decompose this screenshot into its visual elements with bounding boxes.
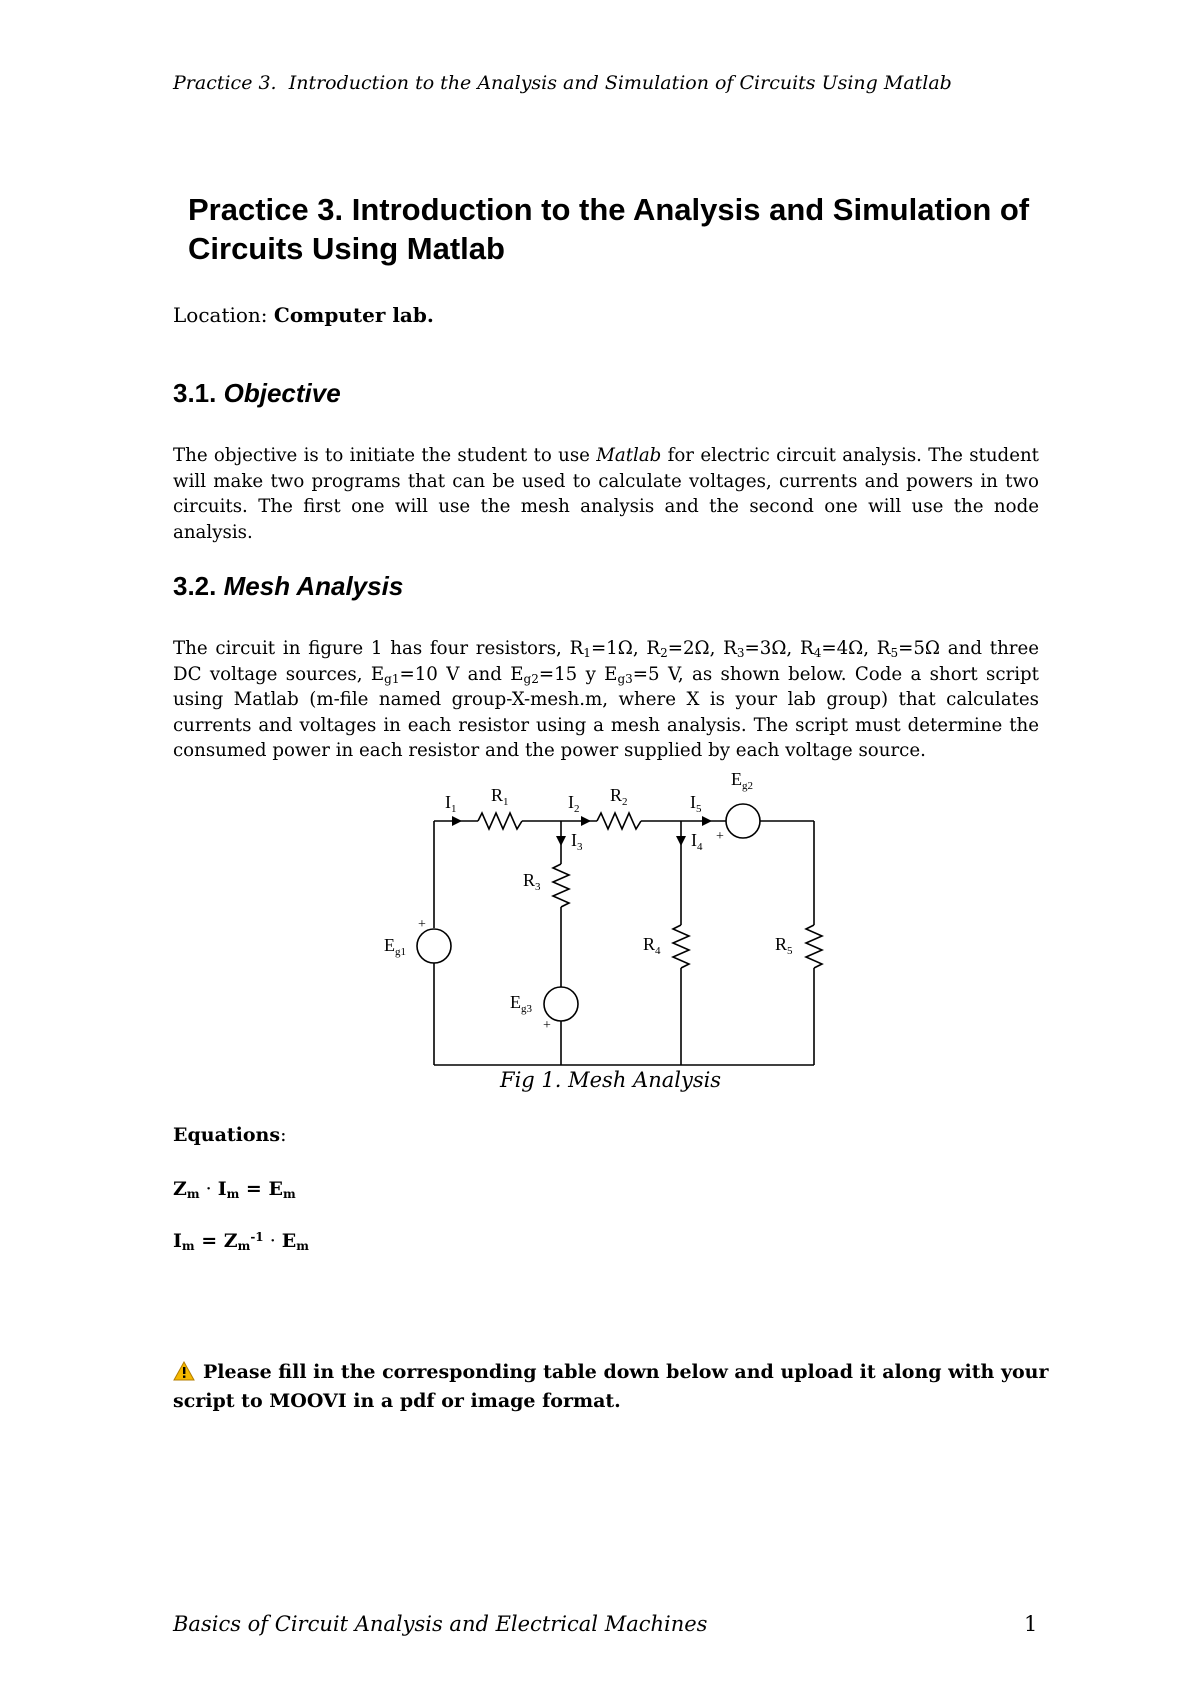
colon: : — [280, 1124, 287, 1146]
document-title: Practice 3. Introduction to the Analysis and Simulation of Circuits Using Matlab — [188, 192, 1030, 266]
label-i5: $I_5$ — [690, 792, 702, 815]
label-eg2: $E_g2$ — [731, 769, 753, 792]
section-number: 3.1. — [173, 378, 217, 408]
label-r2: $R_2$ — [610, 785, 628, 808]
resistor-r5 — [806, 925, 822, 968]
subscript: g3 — [617, 671, 633, 686]
footer-course: Basics of Circuit Analysis and Electrical Machines — [173, 1612, 708, 1636]
text-run: The objective is to initiate the student to use — [173, 445, 597, 466]
text-run: =4Ω, R — [821, 638, 891, 659]
subscript: g1 — [384, 671, 400, 686]
section-title: Mesh Analysis — [223, 571, 404, 601]
arrow-i3 — [556, 836, 566, 846]
text-run: =1Ω, R — [590, 638, 661, 659]
equation-2: $I_m = Z_m^{-1} \cdot E_m$ — [173, 1230, 309, 1253]
label-r1: $R_1$ — [491, 785, 509, 808]
section-title: Objective — [223, 378, 341, 408]
label-i2: $I_2$ — [568, 792, 580, 815]
location-label: Location: — [173, 303, 268, 327]
page-number: 1 — [1024, 1612, 1038, 1636]
label-eg1: $E_g1$ — [384, 935, 406, 958]
label-i4: $I_4$ — [691, 830, 703, 853]
label-plus: + — [418, 917, 426, 932]
figure-caption: Fig 1. Mesh Analysis — [500, 1068, 722, 1092]
equations-title: Equations — [173, 1124, 281, 1146]
warning-text: Please fill in the corresponding table down below and upload it along with your script to MOOVI in a pdf or image format. — [173, 1361, 1049, 1412]
matlab-italic: Matlab — [596, 445, 662, 466]
text-run: =15 y E — [538, 663, 618, 685]
text-run: =5Ω and three DC voltage sources, E — [173, 638, 1040, 685]
header-practice: Practice 3. — [173, 72, 277, 94]
warning-note — [173, 1359, 1053, 1414]
arrow-i1 — [452, 816, 462, 826]
resistor-r3 — [553, 864, 569, 907]
label-r5: $R_5$ — [775, 934, 793, 957]
voltage-source-eg3 — [544, 987, 578, 1021]
text-run: The circuit in figure 1 has four resistors, R — [173, 638, 584, 659]
text-run: =10 V and E — [399, 663, 524, 685]
warning-icon — [173, 1361, 195, 1388]
arrow-i2 — [581, 816, 591, 826]
text-run: =2Ω, R — [667, 638, 737, 659]
label-r3: $R_3$ — [523, 870, 541, 893]
text-run: for electric circuit analysis. The student will make two programs that can be used to calculate voltages, currents and powers in two circuits. The first one will use the mesh analysis and the second one will use the node analysis. — [173, 445, 1039, 543]
equation-1: $Z_m \cdot I_m = E_m$ — [173, 1178, 296, 1201]
equations-label — [173, 1124, 286, 1146]
resistor-r1 — [478, 813, 522, 829]
resistor-r4 — [673, 925, 689, 968]
location-value: Computer lab. — [273, 303, 434, 327]
label-eg3: $E_g3$ — [510, 992, 532, 1015]
label-r4: $R_4$ — [643, 934, 661, 957]
subscript: 4 — [813, 646, 822, 660]
text-run: =3Ω, R — [744, 638, 814, 659]
section-number: 3.2. — [173, 571, 217, 601]
header-title: Introduction to the Analysis and Simulation of Circuits Using Matlab — [288, 72, 952, 94]
voltage-source-eg2 — [726, 804, 760, 838]
label-plus: + — [543, 1018, 551, 1033]
subscript: 3 — [736, 646, 745, 660]
arrow-i4 — [676, 836, 686, 846]
label-plus: + — [716, 829, 724, 844]
voltage-source-eg1 — [417, 929, 451, 963]
subscript: 2 — [660, 646, 668, 660]
arrow-i5 — [702, 816, 712, 826]
label-i3: $I_3$ — [571, 830, 583, 853]
text-run: =5 V, as shown below. Code a short script using Matlab (m-file named group-X-mesh.m, where X is your lab group) that calculates currents and voltages in each resistor using a mesh analysis. The script must determine the consumed power in each resistor and the power supplied by each voltage source. — [173, 663, 1039, 761]
label-i1: $I_1$ — [445, 792, 457, 815]
subscript: g2 — [523, 671, 539, 686]
subscript: 5 — [890, 646, 899, 660]
subscript: 1 — [583, 646, 591, 660]
resistor-r2 — [597, 813, 641, 829]
